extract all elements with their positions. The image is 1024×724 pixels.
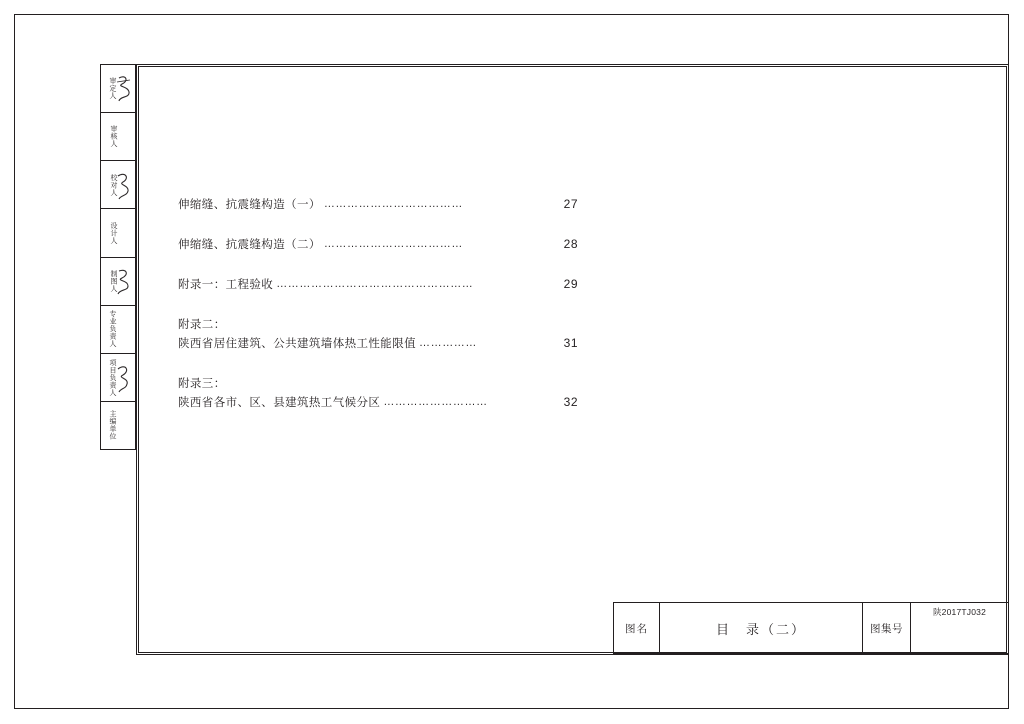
toc-item-page: 31	[563, 336, 578, 350]
signature-cell-lead-organization[interactable]	[101, 402, 135, 449]
signature-mark-icon	[116, 264, 132, 298]
title-block-name-value: 目 录（二）	[660, 603, 863, 653]
toc-leader-dots: ……………	[419, 337, 477, 349]
toc-item-page: 28	[563, 237, 578, 251]
title-block-code-value: 陕2017TJ032	[932, 607, 987, 617]
toc-leader-dots: ………………………………	[323, 238, 464, 250]
toc-item-title: 伸缩缝、抗震缝构造（一）	[178, 199, 321, 211]
signature-column	[100, 64, 136, 450]
toc-item-title: 附录一：工程验收	[178, 279, 274, 291]
toc-item[interactable]	[178, 375, 578, 411]
toc-item-heading: 附录三：	[178, 378, 226, 390]
signature-cell-reviewer[interactable]	[101, 113, 135, 161]
title-block-name-label: 图名	[614, 603, 660, 653]
signature-label-reviewer: 审核人	[110, 125, 118, 148]
table-of-contents	[178, 196, 578, 434]
toc-item-title: 陕西省各市、区、县建筑热工气候分区	[178, 397, 381, 409]
signature-label-designer: 设计人	[110, 221, 118, 245]
signature-label-lead-organization: 主编单位	[109, 410, 117, 441]
signature-cell-project-lead[interactable]	[101, 354, 135, 402]
signature-label-project-lead: 项目负责人	[109, 358, 117, 397]
signature-mark-icon	[116, 360, 132, 394]
toc-item[interactable]	[178, 316, 578, 352]
signature-label-checker: 校对人	[110, 173, 118, 197]
signature-label-approver: 审定人	[109, 77, 117, 100]
signature-cell-drafter[interactable]	[101, 258, 135, 306]
toc-item-page: 27	[563, 197, 578, 211]
toc-item-page: 29	[563, 277, 578, 291]
signature-mark-icon	[116, 168, 132, 202]
signature-mark-icon	[116, 72, 132, 106]
signature-label-discipline-lead: 专业负责人	[109, 310, 117, 348]
toc-item-page: 32	[563, 395, 578, 409]
title-block-code-label: 图集号	[863, 603, 911, 653]
toc-item-title: 伸缩缝、抗震缝构造（二）	[178, 239, 321, 251]
title-block	[613, 602, 1009, 654]
signature-label-drafter: 制图人	[110, 269, 118, 293]
toc-item[interactable]	[178, 196, 578, 213]
toc-leader-dots: ………………………	[383, 396, 488, 408]
toc-leader-dots: ………………………………	[323, 198, 464, 210]
toc-item[interactable]	[178, 276, 578, 293]
signature-cell-designer[interactable]	[101, 209, 135, 257]
toc-leader-dots: ……………………………………………	[276, 278, 474, 290]
toc-item-heading: 附录二：	[178, 319, 226, 331]
toc-item[interactable]	[178, 236, 578, 253]
toc-item-title: 陕西省居住建筑、公共建筑墙体热工性能限值	[178, 338, 416, 350]
signature-cell-approver[interactable]	[101, 65, 135, 113]
signature-cell-checker[interactable]	[101, 161, 135, 209]
signature-cell-discipline-lead[interactable]	[101, 306, 135, 354]
